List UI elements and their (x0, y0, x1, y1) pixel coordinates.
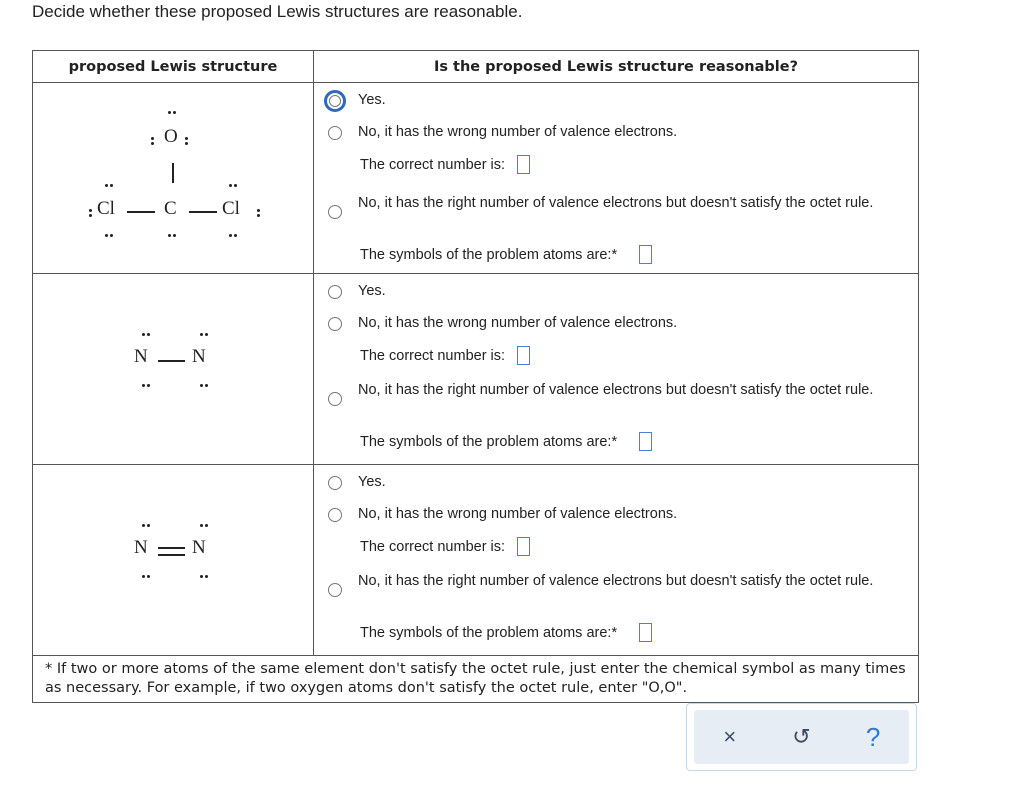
option-wrong-count[interactable]: No, it has the wrong number of valence electrons. (328, 314, 677, 333)
bond-n-n (158, 360, 185, 362)
atom-o: O (164, 126, 178, 147)
correct-number-row: The correct number is: (360, 155, 530, 174)
lone-pair-dots (229, 234, 237, 237)
option-octet[interactable]: No, it has the right number of valence electrons but doesn't satisfy the octet rule. (328, 381, 873, 406)
option-wrong-count[interactable]: No, it has the wrong number of valence electrons. (328, 505, 677, 524)
option-octet[interactable]: No, it has the right number of valence electrons but doesn't satisfy the octet rule. (328, 194, 873, 219)
undo-icon[interactable]: ↺ (792, 724, 811, 749)
option-yes[interactable]: Yes. (328, 91, 386, 112)
lone-pair-dots (151, 137, 154, 145)
footnote-row (33, 656, 919, 703)
problem-atoms-input[interactable] (639, 432, 652, 451)
answer-options (314, 83, 919, 274)
correct-number-row: The correct number is: (360, 537, 530, 556)
lewis-structure-n-double (33, 465, 314, 656)
lone-pair-dots (105, 234, 113, 237)
atom-n-left: N (134, 346, 148, 367)
option-wrong-count[interactable]: No, it has the wrong number of valence electrons. (328, 123, 677, 142)
radio-yes[interactable] (328, 476, 342, 490)
radio-yes[interactable] (324, 90, 346, 112)
correct-number-input[interactable] (517, 537, 530, 556)
clear-icon[interactable]: × (723, 724, 737, 749)
question-table (32, 50, 919, 703)
radio-octet[interactable] (328, 583, 342, 597)
table-header-row (33, 51, 919, 83)
atom-n-right: N (192, 346, 206, 367)
col-header-reasonable: Is the proposed Lewis structure reasonable? (314, 51, 919, 83)
option-octet[interactable]: No, it has the right number of valence electrons but doesn't satisfy the octet rule. (328, 572, 873, 597)
bond-c-o (172, 163, 174, 183)
table-row (33, 274, 919, 465)
bond-c-cl-right (189, 211, 217, 213)
atom-cl-left: Cl (97, 198, 115, 219)
footnote: * If two or more atoms of the same element don't satisfy the octet rule, just enter the chemical symbol as many times as necessary. For example, if two oxygen atoms don't satisfy the octet rule, enter "O,O". (33, 656, 919, 703)
bond-c-cl-left (127, 211, 155, 213)
problem-atoms-input[interactable] (639, 245, 652, 264)
radio-wrong-count[interactable] (328, 317, 342, 331)
lone-pair-dots (142, 575, 150, 578)
lone-pair-dots (200, 333, 208, 336)
answer-options (314, 465, 919, 656)
radio-wrong-count[interactable] (328, 508, 342, 522)
lone-pair-dots (229, 184, 237, 187)
problem-atoms-row: The symbols of the problem atoms are:* (360, 432, 652, 451)
correct-number-input[interactable] (517, 155, 530, 174)
lone-pair-dots (89, 209, 92, 217)
option-yes[interactable]: Yes. (328, 473, 386, 492)
lone-pair-dots (200, 575, 208, 578)
radio-octet[interactable] (328, 205, 342, 219)
radio-octet[interactable] (328, 392, 342, 406)
radio-yes[interactable] (328, 285, 342, 299)
lone-pair-dots (185, 137, 188, 145)
correct-number-input[interactable] (517, 346, 530, 365)
lewis-structure-n-single (33, 274, 314, 465)
bond-n-n-2 (158, 554, 185, 556)
help-icon[interactable]: ? (865, 721, 881, 752)
problem-atoms-input[interactable] (639, 623, 652, 642)
correct-number-row: The correct number is: (360, 346, 530, 365)
lone-pair-dots (142, 524, 150, 527)
atom-cl-right: Cl (222, 198, 240, 219)
option-yes[interactable]: Yes. (328, 282, 386, 301)
lone-pair-dots (257, 209, 260, 217)
problem-atoms-row: The symbols of the problem atoms are:* (360, 245, 652, 264)
lone-pair-dots (168, 234, 176, 237)
atom-n-left: N (134, 537, 148, 558)
radio-wrong-count[interactable] (328, 126, 342, 140)
atom-c: C (164, 198, 177, 219)
lone-pair-dots (168, 111, 176, 114)
lone-pair-dots (105, 184, 113, 187)
answer-options (314, 274, 919, 465)
lone-pair-dots (142, 333, 150, 336)
bond-n-n-1 (158, 547, 185, 549)
answer-toolbar (686, 703, 917, 771)
lone-pair-dots (142, 384, 150, 387)
col-header-structure: proposed Lewis structure (33, 51, 314, 83)
problem-atoms-row: The symbols of the problem atoms are:* (360, 623, 652, 642)
atom-n-right: N (192, 537, 206, 558)
lone-pair-dots (200, 524, 208, 527)
prompt-text: Decide whether these proposed Lewis structures are reasonable. (32, 2, 523, 21)
lone-pair-dots (200, 384, 208, 387)
table-row (33, 465, 919, 656)
table-row (33, 83, 919, 274)
toolbar-inner (694, 710, 909, 764)
lewis-structure-cocl2 (33, 83, 314, 274)
